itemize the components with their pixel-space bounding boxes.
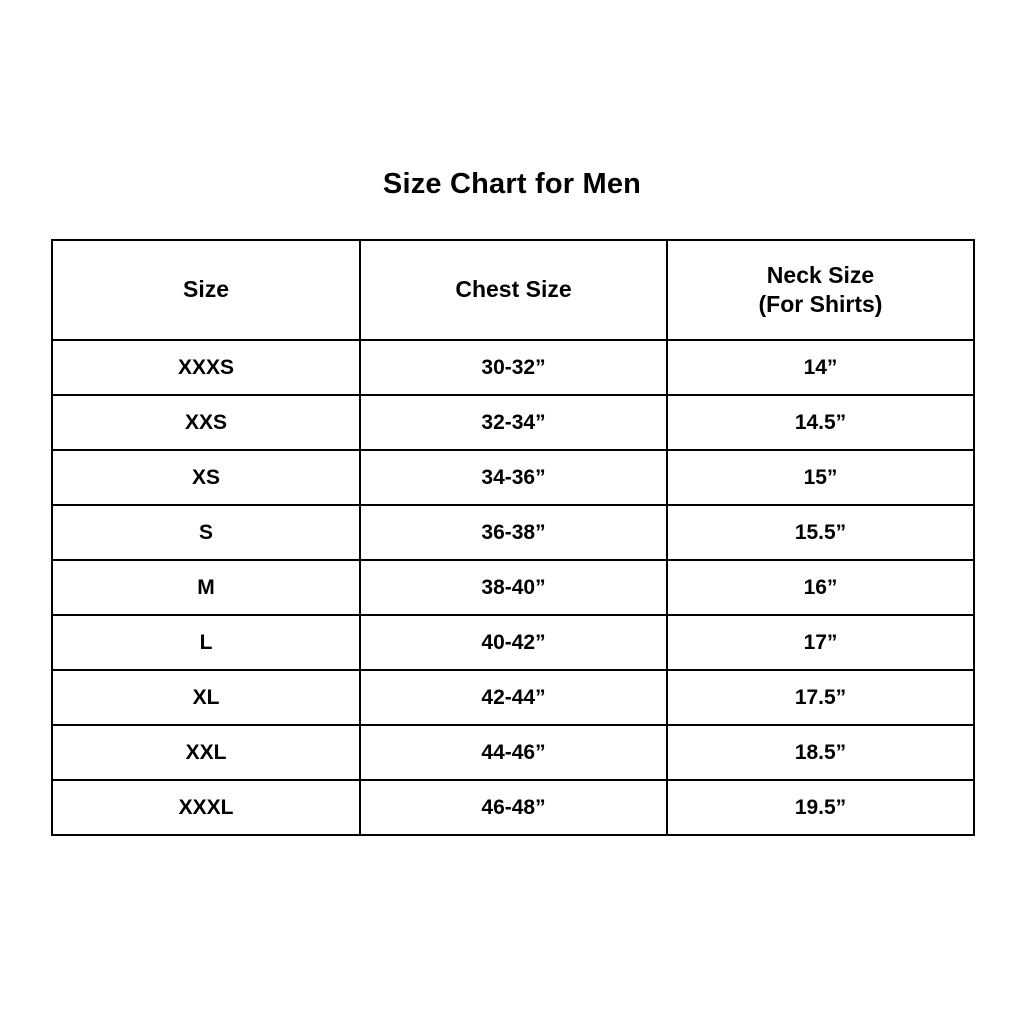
cell-size: XS (52, 450, 360, 505)
cell-chest: 36-38” (360, 505, 667, 560)
cell-neck: 17” (667, 615, 974, 670)
table-row (52, 340, 974, 395)
cell-chest: 38-40” (360, 560, 667, 615)
column-header-neck-size (667, 240, 974, 340)
cell-size: L (52, 615, 360, 670)
cell-size: S (52, 505, 360, 560)
cell-size: XXS (52, 395, 360, 450)
table-row (52, 560, 974, 615)
cell-size: XL (52, 670, 360, 725)
column-header-neck-size-label: Neck Size (766, 261, 875, 288)
column-header-neck-size-sublabel: (For Shirts) (758, 291, 883, 317)
cell-chest: 46-48” (360, 780, 667, 835)
column-header-size (52, 240, 360, 340)
cell-neck: 14.5” (667, 395, 974, 450)
table-header (52, 240, 974, 340)
cell-chest: 42-44” (360, 670, 667, 725)
cell-neck: 18.5” (667, 725, 974, 780)
cell-size: XXXL (52, 780, 360, 835)
cell-chest: 30-32” (360, 340, 667, 395)
cell-chest: 34-36” (360, 450, 667, 505)
column-header-size-label: Size (182, 276, 230, 303)
table-row (52, 395, 974, 450)
size-chart-table-container (51, 239, 973, 836)
cell-neck: 15” (667, 450, 974, 505)
cell-chest: 32-34” (360, 395, 667, 450)
cell-chest: 44-46” (360, 725, 667, 780)
column-header-chest-size-label: Chest Size (455, 276, 572, 303)
size-chart-table (51, 239, 975, 836)
table-row (52, 505, 974, 560)
table-header-row (52, 240, 974, 340)
table-row (52, 615, 974, 670)
cell-neck: 14” (667, 340, 974, 395)
table-row (52, 725, 974, 780)
page-title: Size Chart for Men (382, 168, 642, 200)
table-row (52, 670, 974, 725)
table-row (52, 780, 974, 835)
cell-size: XXL (52, 725, 360, 780)
cell-neck: 19.5” (667, 780, 974, 835)
cell-chest: 40-42” (360, 615, 667, 670)
cell-neck: 17.5” (667, 670, 974, 725)
cell-neck: 16” (667, 560, 974, 615)
table-body (52, 340, 974, 835)
table-row (52, 450, 974, 505)
cell-size: XXXS (52, 340, 360, 395)
cell-size: M (52, 560, 360, 615)
column-header-chest-size (360, 240, 667, 340)
cell-neck: 15.5” (667, 505, 974, 560)
